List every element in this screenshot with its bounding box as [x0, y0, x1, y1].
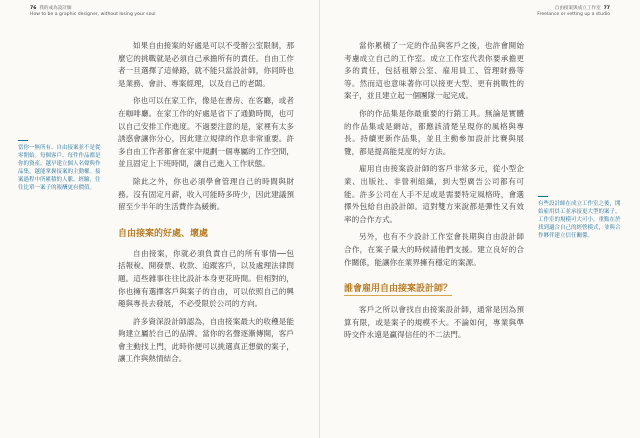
right-page — [320, 0, 640, 438]
right-header-title: 自由接案與成立工作室 — [554, 6, 601, 11]
left-page-number: 76 — [30, 6, 37, 11]
left-sidenote-text: 當你一無所有、自由接案並不是從零開始。每個客戶、每件作品都是你的資產。越早建立個人名聲與作品集，越能掌握接案的主動權。接案過程中所累積的人脈、經驗，往往比單一案子的報酬更有價值。 — [18, 145, 101, 192]
left-paragraph-3: 除此之外，你也必須學會管理自己的時間與財務。沒有固定月薪，收入可能時多時少，因此建議預留至少半年的生活費作為緩衝。 — [118, 176, 294, 212]
sidenote-rule — [18, 140, 28, 141]
left-paragraph-2: 你也可以在家工作，像是在書房、在客廳，或者在咖啡廳。在家工作的好處是省下了通勤時間，也可以自己安排工作進度。不過要注意的是，家裡有太多誘惑會讓你分心，因此建立規律的作息非常重要。許多自由工作者都會在家中規劃一個專屬的工作空間，並且固定上下班時間，讓自己進入工作狀態。 — [118, 96, 294, 169]
left-header-title: 我的成為設計師 — [39, 6, 72, 11]
left-header-subtitle: How to be a graphic designer, without losing your soul — [30, 12, 156, 17]
right-paragraph-4: 另外，也有不少設計工作室會長期與自由設計師合作，在案子量大的時候請他們支援。建立良好的合作關係，能讓你在業界擁有穩定的案源。 — [344, 232, 524, 267]
sidenote-rule — [538, 196, 548, 197]
right-sidenote — [538, 196, 622, 240]
left-sidenote — [18, 140, 102, 192]
right-closing-paragraph: 客戶之所以會找自由接案設計師，通常是因為預算有限，或是案子的規模不大。不論如何，專業與準時交件永遠是贏得信任的不二法門。 — [344, 305, 524, 340]
right-page-number: 77 — [603, 6, 610, 11]
left-section-heading: 自由接案的好處、壞處 — [118, 228, 209, 239]
right-paragraph-1: 當你累積了一定的作品與客戶之後，也許會開始考慮成立自己的工作室。成立工作室代表你要承擔更多的責任，包括租辦公室、雇用員工、管理財務等等。然而這也意味著你可以接更大型、更有挑戰性的案子，並且建立起一個團隊一起完成。 — [344, 41, 524, 101]
left-paragraph-1: 如果自由接案的好處是可以不受辦公室限制，那麼它的挑戰就是必須自己承擔所有的責任。自由工作者一旦選擇了這條路，就不能只當設計師，你同時也是業務、會計、專案經理，以及自己的老闆。 — [118, 41, 294, 88]
right-section-heading: 誰會雇用自由接案設計師？ — [344, 284, 453, 295]
left-paragraph-5: 許多資深設計師認為，自由接案最大的收穫是能夠建立屬於自己的品牌。當你的名聲逐漸傳開，客戶會主動找上門，此時你便可以挑選真正想做的案子，讓工作與熱情結合。 — [118, 316, 294, 364]
right-paragraph-2: 你的作品集是你最重要的行銷工具。無論是實體的作品集或是網站，都應該清楚呈現你的風格與專長。持續更新作品集，並且主動參加設計比賽與展覽，都是提高能見度的好方法。 — [344, 108, 524, 156]
right-header-subtitle: Freelance or setting up a studio — [537, 12, 610, 17]
left-running-header — [30, 6, 156, 18]
left-paragraph-4: 自由接案，你就必須負責自己的所有事情──包括報稅、開發票、收款、追蹤客戶，以及處理法律問題。這些雜事往往比設計本身更花時間。但相對的，你也擁有選擇客戶與案子的自由，可以依照自己的興趣與專長去發展，不必受限於公司的方向。 — [118, 248, 294, 309]
right-running-header — [537, 6, 610, 18]
right-sidenote-text: 有些設計師在成立工作室之後，開始雇用員工並承接更大型的案子。工作室的規模可大可小，重點在於找到適合自己的經營模式，並與合作夥伴建立信任關係。 — [538, 201, 621, 240]
left-body-column — [118, 40, 294, 435]
right-body-column — [344, 40, 524, 435]
right-paragraph-3: 雇用自由接案設計師的客戶非常多元，從小型企業、出版社、非營利組織，到大型廣告公司都有可能。許多公司在人手不足或是需要特定風格時，會選擇外包給自由設計師。這對雙方來說都是彈性又有效率的合作方式。 — [344, 164, 524, 224]
